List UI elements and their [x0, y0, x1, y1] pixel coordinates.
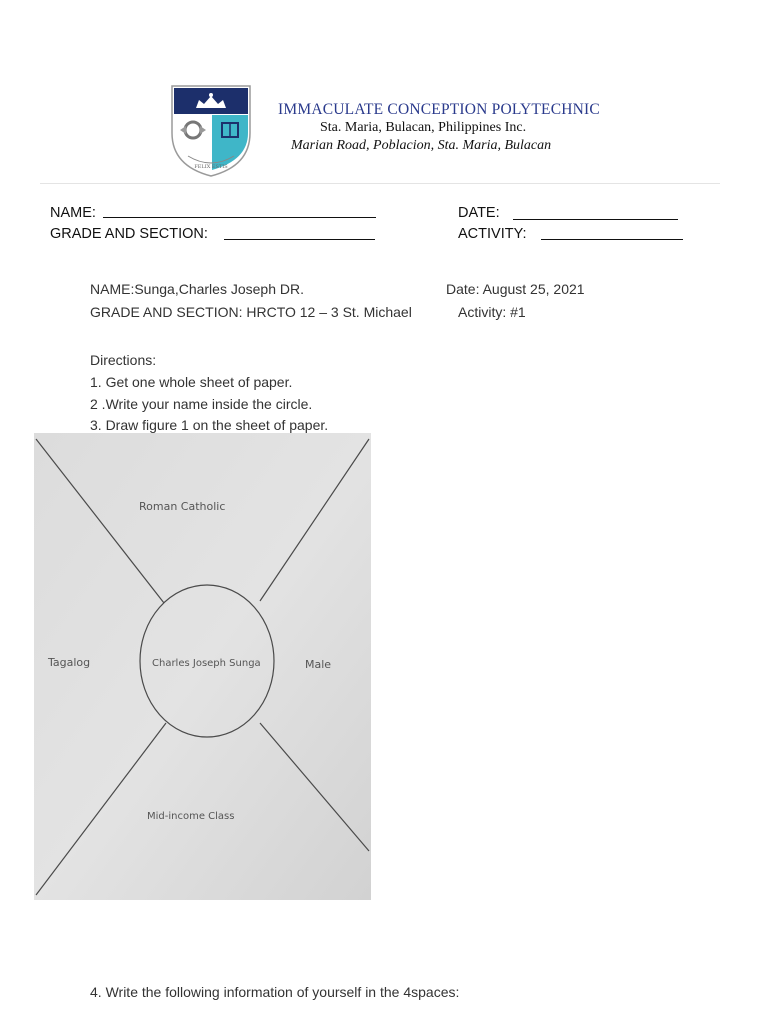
submission-date: Date: August 25, 2021: [446, 281, 585, 297]
student-name: NAME:Sunga,Charles Joseph DR.: [90, 281, 304, 297]
figure-label-income-class: Mid-income Class: [147, 811, 235, 822]
figure-1-photo: [34, 433, 371, 900]
seal-motto: FELIX ESTIS: [194, 164, 228, 170]
activity-number: Activity: #1: [458, 304, 526, 320]
direction-step: 1. Get one whole sheet of paper.: [90, 374, 293, 390]
figure-label-name: Charles Joseph Sunga: [152, 658, 261, 669]
date-blank-line: [513, 219, 678, 220]
figure-label-gender: Male: [305, 658, 332, 671]
activity-label: ACTIVITY:: [458, 226, 527, 242]
directions-title: Directions:: [90, 352, 157, 368]
figure-label-religion: Roman Catholic: [139, 500, 226, 513]
school-seal-logo: [166, 78, 256, 178]
figure-label-language: Tagalog: [48, 656, 91, 669]
grade-section-label: GRADE AND SECTION:: [50, 226, 208, 242]
date-label: DATE:: [458, 205, 500, 221]
direction-step: 4. Write the following information of yourself in the 4spaces:: [90, 984, 460, 1000]
name-blank-line: [103, 217, 376, 218]
school-address: Marian Road, Poblacion, Sta. Maria, Bulacan: [291, 138, 552, 153]
name-label: NAME:: [50, 205, 96, 221]
direction-step: 2 .Write your name inside the circle.: [90, 396, 313, 412]
grade-section-blank-line: [224, 239, 375, 240]
direction-step: 3. Draw figure 1 on the sheet of paper.: [90, 417, 329, 433]
school-name: IMMACULATE CONCEPTION POLYTECHNIC: [278, 101, 600, 118]
header-divider: [40, 183, 720, 184]
school-location: Sta. Maria, Bulacan, Philippines Inc.: [320, 120, 527, 135]
student-grade-section: GRADE AND SECTION: HRCTO 12 – 3 St. Michael: [90, 304, 412, 320]
activity-blank-line: [541, 239, 683, 240]
